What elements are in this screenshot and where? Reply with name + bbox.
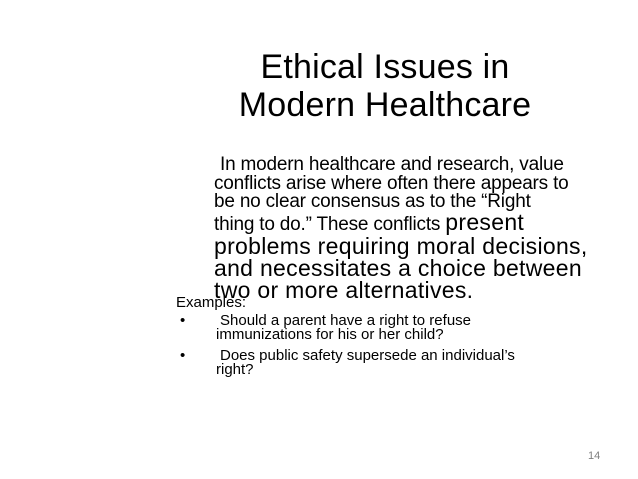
title-line-1: Ethical Issues in (260, 48, 510, 86)
paragraph-line-5: problems requiring moral decisions, (214, 232, 588, 259)
example-2-line-2: right? (216, 361, 254, 378)
bullet-icon: • (180, 311, 186, 329)
page-number: 14 (588, 450, 601, 462)
paragraph-line-1: In modern healthcare and research, value (220, 154, 564, 175)
slide-title (200, 48, 570, 124)
bullet-icon: • (180, 346, 186, 364)
example-item (176, 311, 596, 343)
paragraph-line-7: two or more alternatives. (214, 276, 474, 303)
paragraph-line-4-small: thing to do.” These conflicts (214, 213, 446, 235)
example-2-line-1: Does public safety supersede an individual’s (220, 346, 515, 364)
examples-label: Examples: (176, 294, 247, 311)
paragraph-line-6: and necessitates a choice between (214, 254, 582, 281)
example-1-line-1: Should a parent have a right to refuse (220, 311, 472, 329)
paragraph-line-4-large: present (445, 208, 525, 235)
intro-paragraph (214, 156, 614, 301)
paragraph-line-3: be no clear consensus as to the “Right (214, 191, 531, 212)
title-line-2: Modern Healthcare (238, 86, 532, 124)
paragraph-line-2: conflicts arise where often there appears to (214, 172, 569, 194)
paragraph-line-4 (214, 208, 614, 235)
example-1-line-2: immunizations for his or her child? (216, 326, 444, 343)
examples-section (176, 296, 596, 384)
example-item (176, 346, 596, 378)
